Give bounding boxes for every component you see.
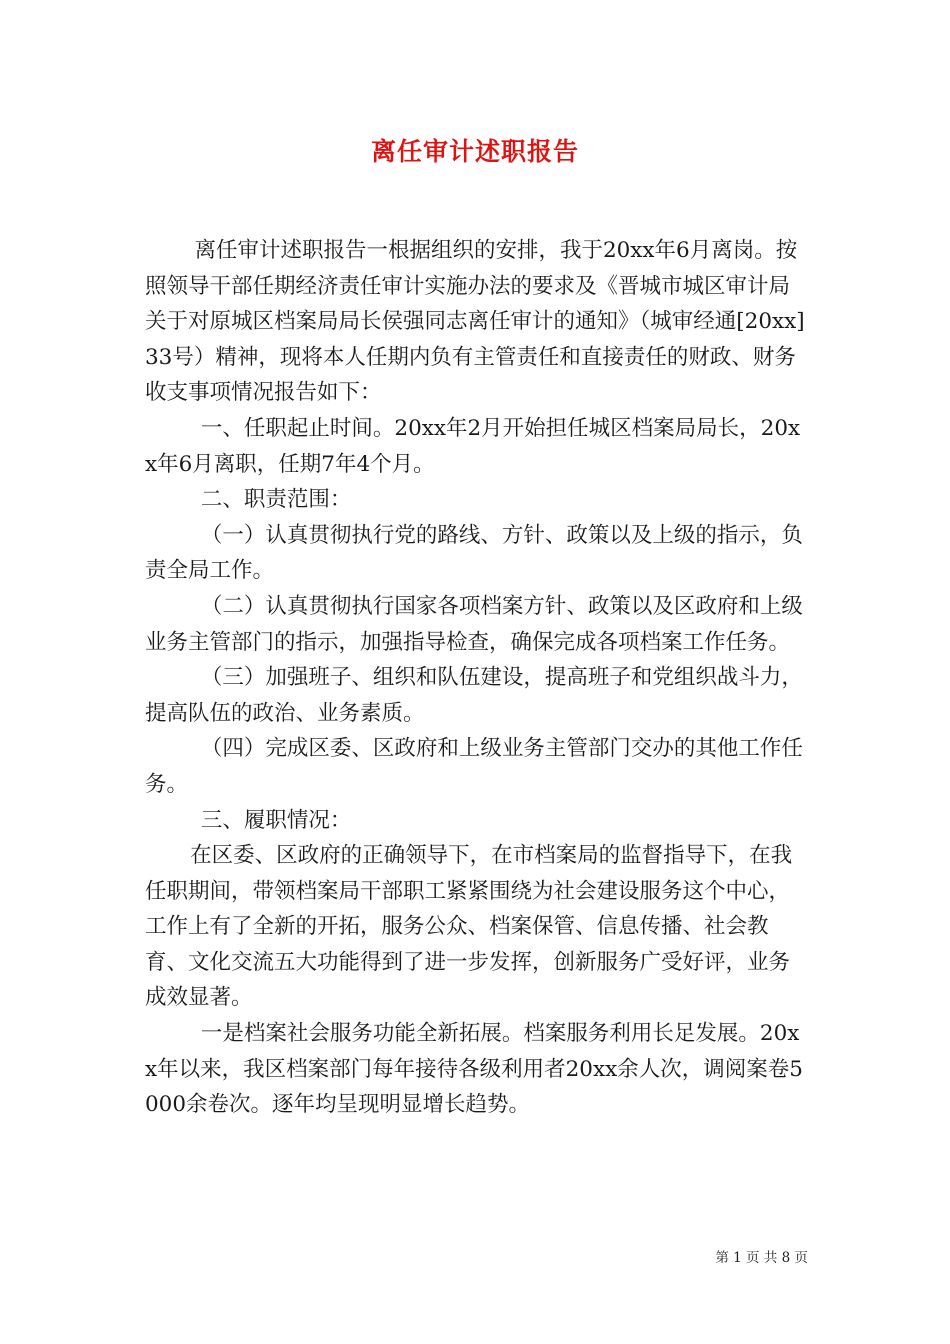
paragraph-duty-1: （一）认真贯彻执行党的路线、方针、政策以及上级的指示，负责全局工作。 — [145, 522, 803, 584]
document-title: 离任审计述职报告 — [370, 137, 579, 166]
paragraph-performance: 在区委、区政府的正确领导下，在市档案局的监督指导下，在我任职期间，带领档案局干部职工紧紧围绕为社会建设服务这个中心，工作上有了全新的开拓，服务公众、档案保管、信息传播、社会教育、文化交流五大功能得到了进一步发挥，创新服务广受好评，业务成效显著。 — [145, 843, 793, 1011]
document-body — [145, 233, 810, 1123]
heading-performance: 三、履职情况： — [200, 807, 352, 833]
paragraph-term: 一、任职起止时间。20xx年2月开始担任城区档案局局长，20xx年6月离职，任期7年4个月。 — [145, 415, 801, 477]
paragraph-duty-3: （三）加强班子、组织和队伍建设，提高班子和党组织战斗力，提高队伍的政治、业务素质。 — [145, 665, 803, 726]
paragraph-duty-4: （四）完成区委、区政府和上级业务主管部门交办的其他工作任务。 — [145, 736, 803, 797]
paragraph-service: 一是档案社会服务功能全新拓展。档案服务利用长足发展。20xx年以来，我区档案部门每年接待各级利用者20xx余人次，调阅案卷5000余卷次。逐年均呈现明显增长趋势。 — [145, 1021, 803, 1118]
page-number: 第 1 页 共 8 页 — [715, 1250, 808, 1266]
paragraph-intro: 离任审计述职报告一根据组织的安排，我于20xx年6月离岗。按照领导干部任期经济责任审计实施办法的要求及《晋城市城区审计局关于对原城区档案局局长侯强同志离任审计的通知》（城审经通[20xx]33号）精神，现将本人任期内负有主管责任和直接责任的财政、财务收支事项情况报告如下： — [145, 238, 805, 406]
heading-duties: 二、职责范围： — [200, 487, 352, 513]
paragraph-duty-2: （二）认真贯彻执行国家各项档案方针、政策以及区政府和上级业务主管部门的指示，加强指导检查，确保完成各项档案工作任务。 — [145, 593, 803, 655]
